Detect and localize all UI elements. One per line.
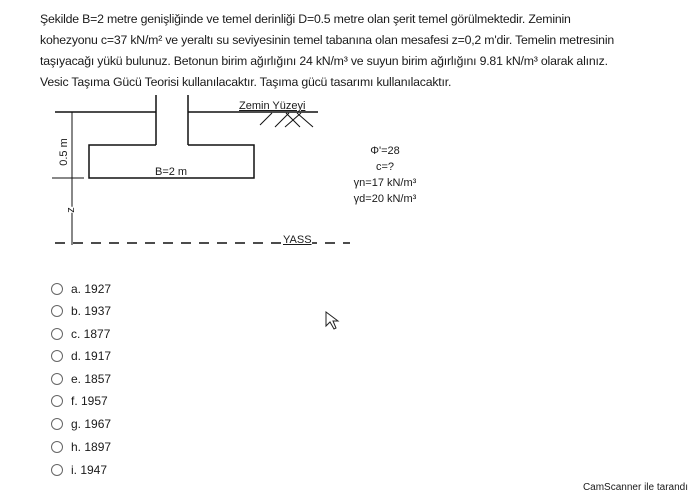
param: γd=20 kN/m³ <box>353 193 417 205</box>
radio-button[interactable] <box>51 464 63 476</box>
option-label: i. 1947 <box>71 463 108 477</box>
option-h[interactable] <box>51 440 111 454</box>
param: c=? <box>375 161 395 173</box>
radio-button[interactable] <box>51 328 63 340</box>
question-line: Vesic Taşıma Gücü Teorisi kullanılacaktır. Taşıma gücü tasarımı kullanılacaktır. <box>40 75 452 89</box>
option-d[interactable] <box>51 349 111 363</box>
radio-button[interactable] <box>51 373 63 385</box>
option-label: g. 1967 <box>71 417 112 431</box>
option-f[interactable] <box>51 394 108 408</box>
ground-surface-label: Zemin Yüzeyi <box>239 100 306 112</box>
radio-button[interactable] <box>51 283 63 295</box>
option-label: d. 1917 <box>71 349 112 363</box>
option-e[interactable] <box>51 372 111 386</box>
param: γn=17 kN/m³ <box>353 177 417 189</box>
radio-button[interactable] <box>51 395 63 407</box>
water-table-label: YASS <box>283 234 312 246</box>
radio-button[interactable] <box>51 418 63 430</box>
soil-parameters <box>340 143 430 207</box>
option-label: b. 1937 <box>71 304 112 318</box>
param: Φ'=28 <box>370 145 400 157</box>
soil-hatch-icon <box>260 113 313 127</box>
option-b[interactable] <box>51 304 111 318</box>
option-label: e. 1857 <box>71 372 112 386</box>
option-label: f. 1957 <box>71 394 108 408</box>
scanner-watermark: CamScanner ile tarandı <box>582 482 688 493</box>
radio-button[interactable] <box>51 350 63 362</box>
option-c[interactable] <box>51 327 110 341</box>
option-i[interactable] <box>51 463 107 477</box>
width-label: B=2 m <box>155 166 188 178</box>
option-g[interactable] <box>51 417 111 431</box>
radio-button[interactable] <box>51 441 63 453</box>
question-line: Şekilde B=2 metre genişliğinde ve temel derinliği D=0.5 metre olan şerit temel görülmektedir. Zeminin <box>40 12 571 26</box>
question-line: kohezyonu c=37 kN/m² ve yeraltı su seviyesinin temel tabanına olan mesafesi z=0,2 m'dir. Temelin metresinin <box>40 33 614 47</box>
radio-button[interactable] <box>51 305 63 317</box>
option-label: a. 1927 <box>71 282 112 296</box>
z-label: z <box>64 207 77 213</box>
option-label: c. 1877 <box>71 327 111 341</box>
option-a[interactable] <box>51 282 111 296</box>
option-label: h. 1897 <box>71 440 112 454</box>
question-line: taşıyacağı yükü bulunuz. Betonun birim ağırlığını 24 kN/m³ ve suyun birim ağırlığını 9.81 kN/m³ olarak alınız. <box>40 54 608 68</box>
depth-label: 0.5 m <box>57 138 70 166</box>
